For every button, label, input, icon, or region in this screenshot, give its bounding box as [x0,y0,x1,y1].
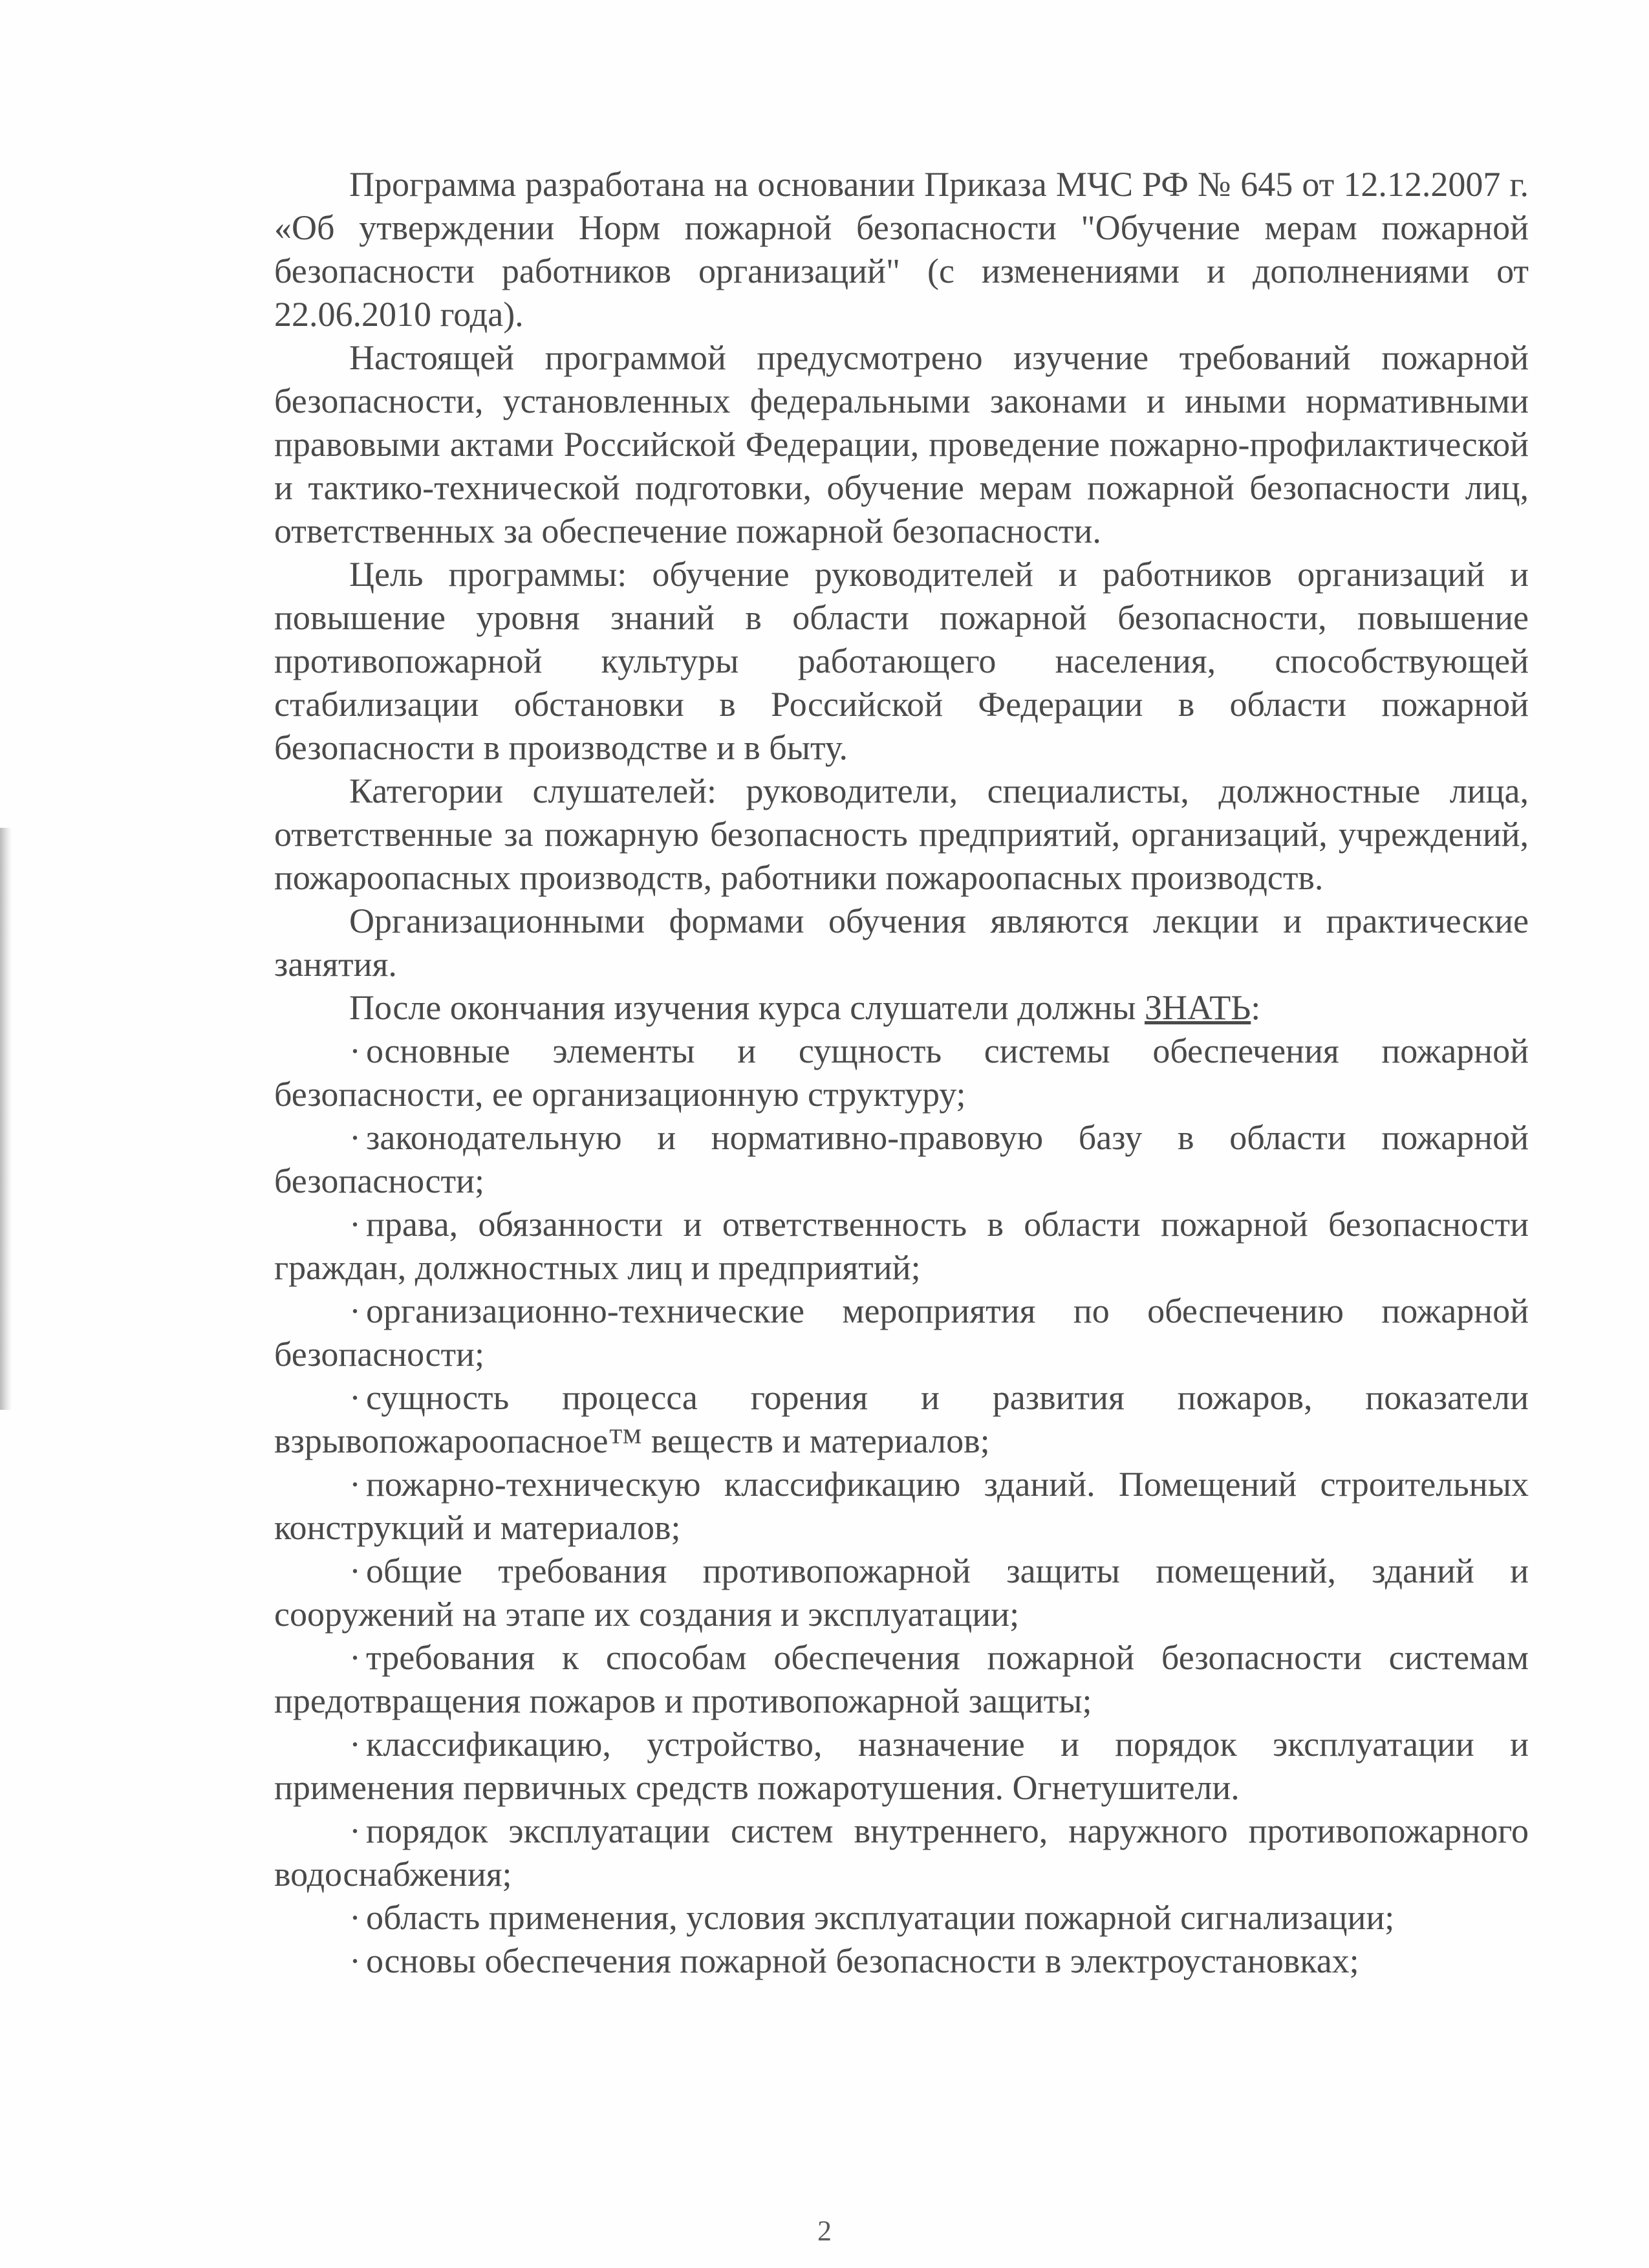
bullet-mark: · [349,1898,361,1937]
list-item: · порядок эксплуатации систем внутреннего, наружного противопожарного водоснабжения; [274,1811,1529,1894]
paragraph-basis: Программа разработана на основании Приказа МЧС РФ № 645 от 12.12.2007 г. «Об утверждении Норм пожарной безопасности "Обучение мерам пожарной безопасности работников организаций" (с изменениями и дополнениями от 22.06.2010 года). [274,165,1529,334]
bullet-mark: · [349,1465,361,1504]
bullet-mark: · [349,1031,361,1070]
know-emphasis: ЗНАТЬ [1144,988,1251,1027]
list-item: · пожарно-техническую классификацию зданий. Помещений строительных конструкций и материалов; [274,1465,1529,1547]
paragraph-goal: Цель программы: обучение руководителей и работников организаций и повышение уровня знаний в области пожарной безопасности, повышение противопожарной культуры работающего населения, способствующей стабилизации обстановки в Российской Федерации в области пожарной безопасности в производстве и в быту. [274,555,1529,767]
list-item: · законодательную и нормативно-правовую базу в области пожарной безопасности; [274,1118,1529,1200]
bullet-mark: · [349,1941,361,1980]
list-item: · основы обеспечения пожарной безопасности в электроустановках; [349,1941,1359,1980]
list-item: · требования к способам обеспечения пожарной безопасности системам предотвращения пожаров и противопожарной защиты; [274,1638,1529,1720]
bullet-mark: · [349,1638,361,1677]
list-item: · классификацию, устройство, назначение и порядок эксплуатации и применения первичных средств пожаротушения. Огнетушители. [274,1725,1529,1807]
know-intro-text: После окончания изучения курса слушатели должны [349,988,1145,1027]
document-body [274,163,1529,1983]
know-intro-suffix: : [1251,988,1261,1027]
list-item: · область применения, условия эксплуатации пожарной сигнализации; [349,1898,1395,1937]
bullet-mark: · [349,1378,361,1417]
bullet-mark: · [349,1725,361,1764]
paragraph-scope: Настоящей программой предусмотрено изучение требований пожарной безопасности, установленных федеральными законами и иными нормативными правовыми актами Российской Федерации, проведение пожарно-профилактической и тактико-технической подготовки, обучение мерам пожарной безопасности лиц, ответственных за обеспечение пожарной безопасности. [274,338,1529,550]
paragraph-audience: Категории слушателей: руководители, специалисты, должностные лица, ответственные за пожарную безопасность предприятий, организаций, учреждений, пожароопасных производств, работники пожароопасных производств. [274,772,1529,897]
list-item: · права, обязанности и ответственность в области пожарной безопасности граждан, должностных лиц и предприятий; [274,1205,1529,1287]
scan-shadow-edge [0,828,12,1410]
bullet-mark: · [349,1551,361,1590]
know-list [274,1030,1529,1983]
list-item: · организационно-технические мероприятия по обеспечению пожарной безопасности; [274,1291,1529,1374]
list-item: · общие требования противопожарной защиты помещений, зданий и сооружений на этапе их создания и эксплуатации; [274,1551,1529,1634]
bullet-mark: · [349,1811,361,1850]
list-item: · основные элементы и сущность системы обеспечения пожарной безопасности, ее организационную структуру; [274,1031,1529,1114]
paragraph-forms: Организационными формами обучения являются лекции и практические занятия. [274,902,1529,984]
paragraph-know-intro [274,986,1529,1030]
bullet-mark: · [349,1118,361,1157]
bullet-mark: · [349,1291,361,1330]
bullet-mark: · [349,1205,361,1244]
page-number: 2 [817,2215,832,2247]
list-item: · сущность процесса горения и развития пожаров, показатели взрывопожароопасное™ веществ и материалов; [274,1378,1529,1460]
